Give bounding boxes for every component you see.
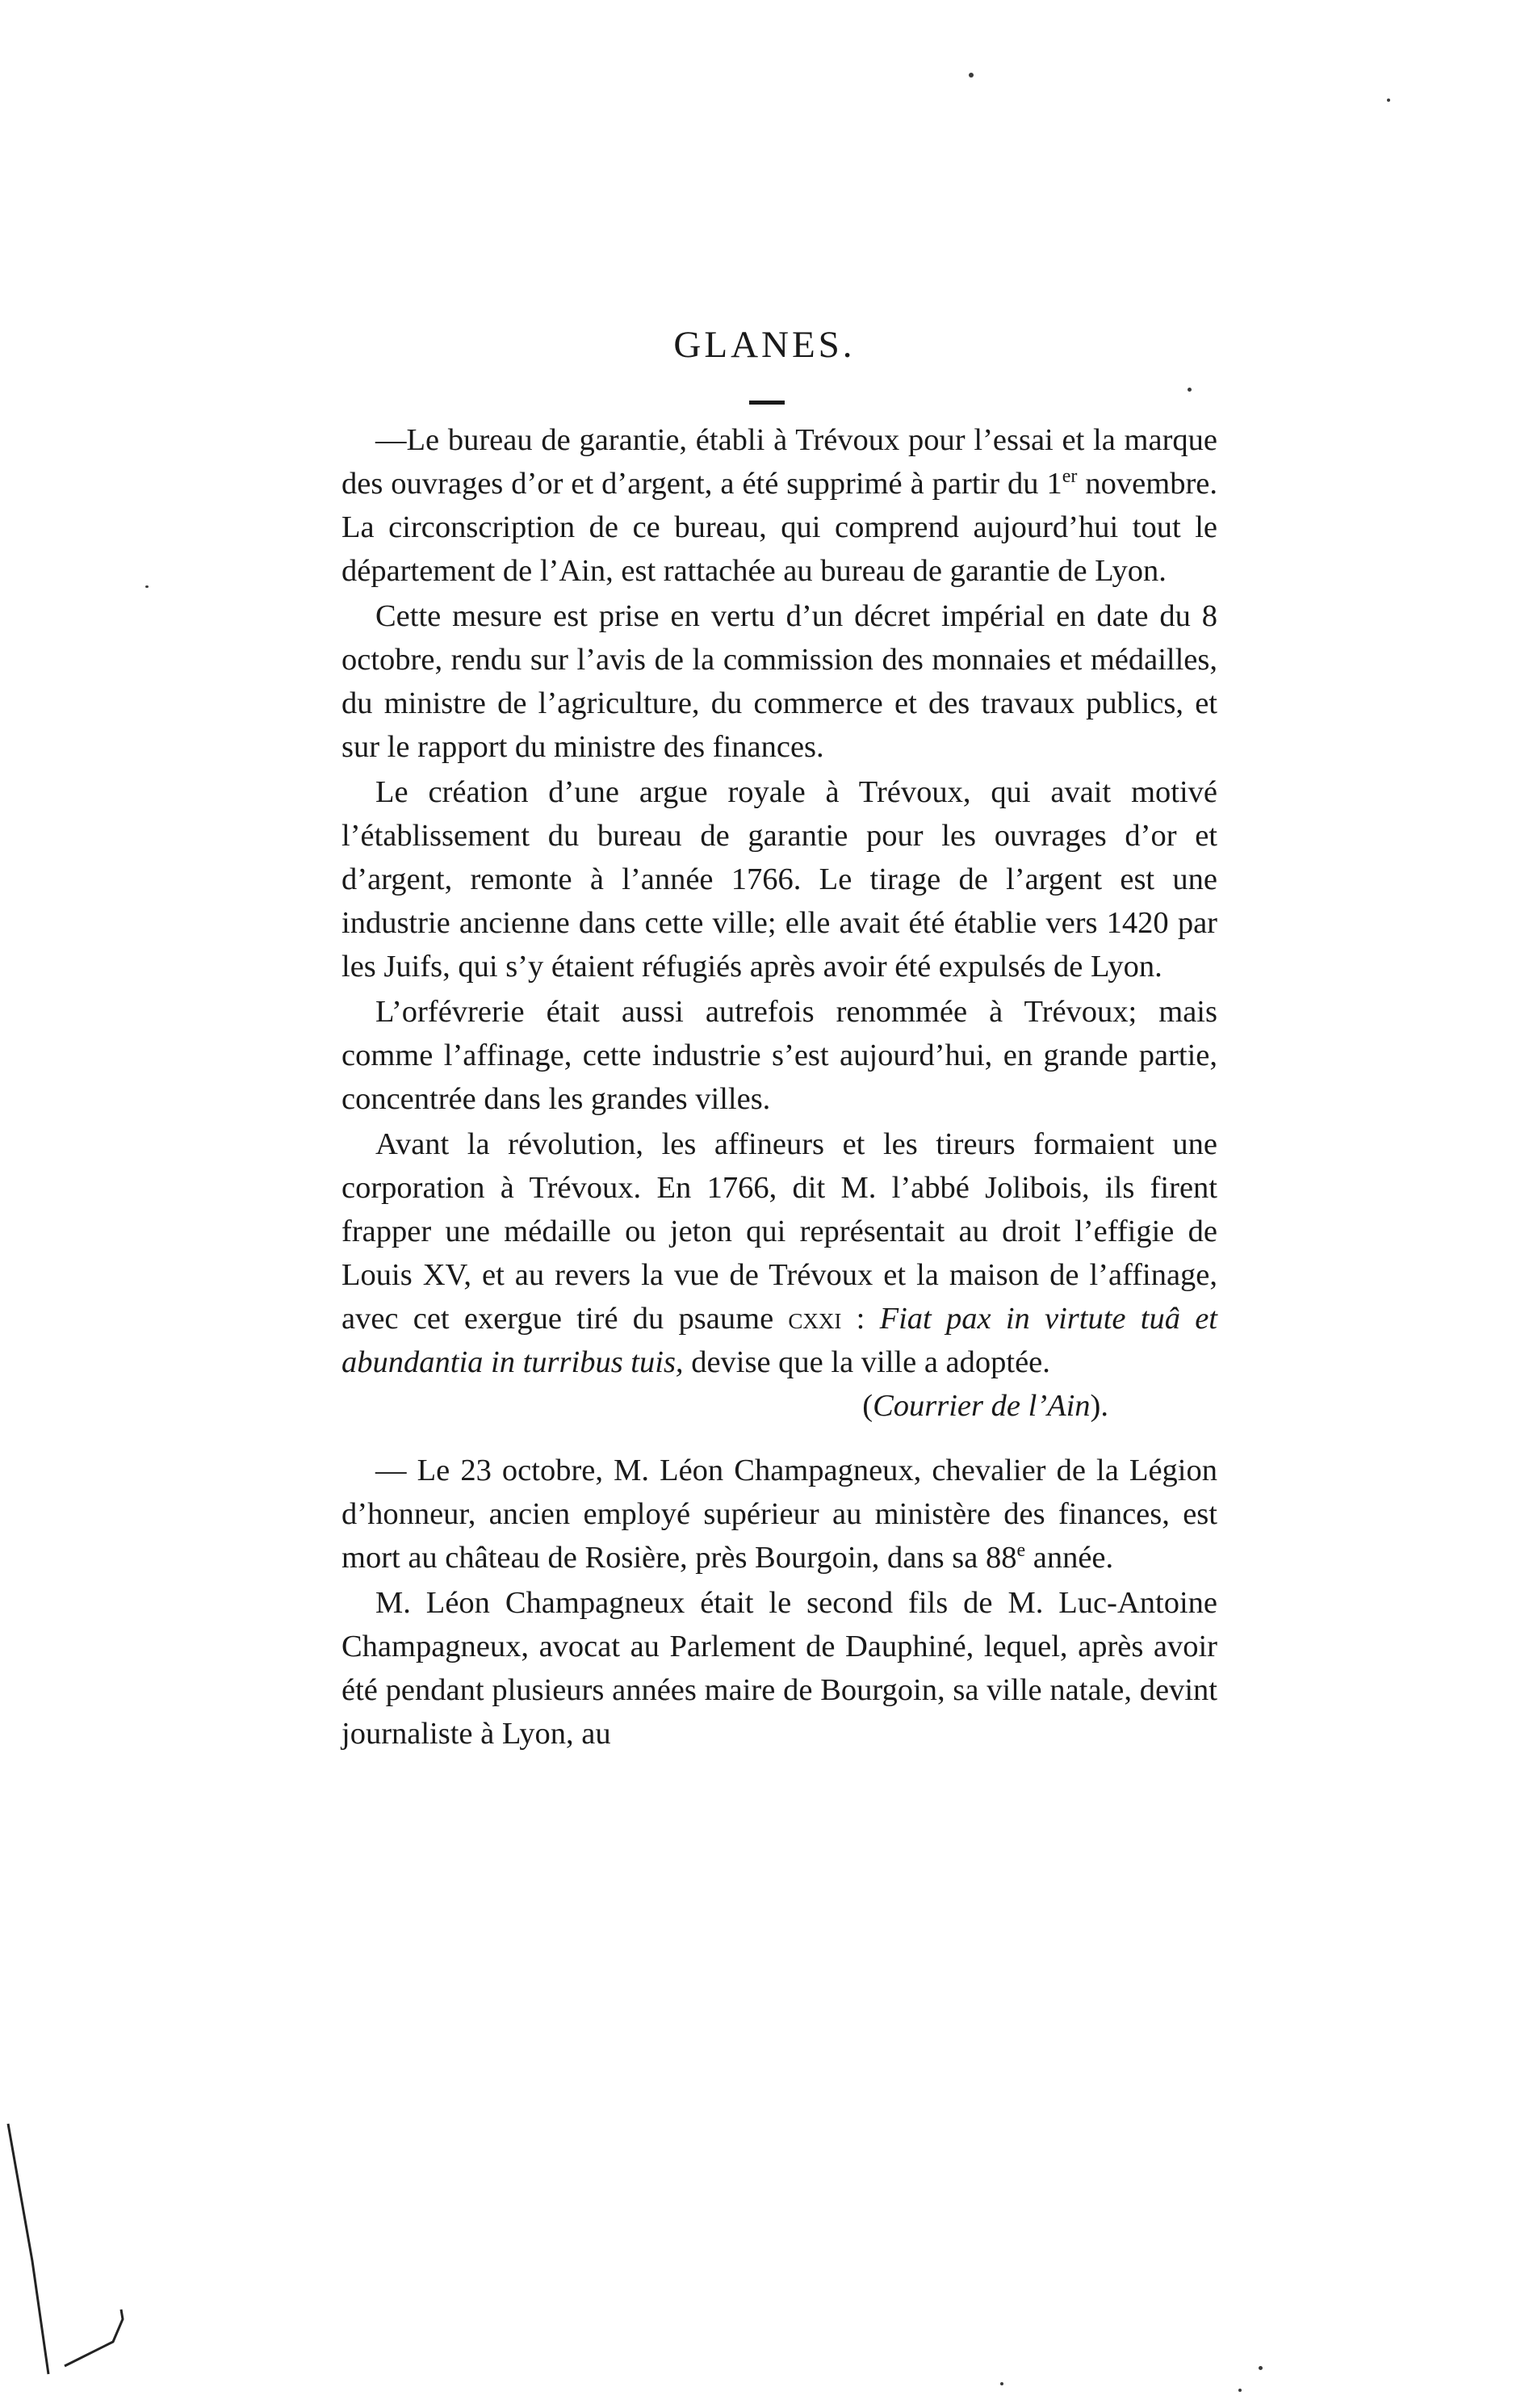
ordinal-superscript: er [1062,466,1078,487]
title-rule [749,401,785,405]
paragraph-6-lead: — Le 23 octobre, M. Léon Champagneux, chevalier de la Légion d’honneur, ancien employé supérieur au ministère des finances, est mort au château de Rosière, près Bourgoin, dans sa 88 [341,1454,1217,1575]
scan-speck [1238,2389,1242,2392]
paragraph-2: Cette mesure est prise en vertu d’un décret impérial en date du 8 octobre, rendu sur l’avis de la commission des monnaies et médailles, du ministre de l’agriculture, du commerce et des travaux publics, et sur le rapport du ministre des finances. [341,599,1217,764]
source-citation [341,1384,1217,1428]
paragraph-5-tail: devise que la ville a adoptée. [683,1345,1050,1379]
source-open-paren: ( [862,1389,873,1423]
scan-speck [1387,99,1390,102]
paragraph-7: M. Léon Champagneux était le second fils de M. Luc-Antoine Champagneux, avocat au Parlement de Dauphiné, lequel, après avoir été pendant plusieurs années maire de Bourgoin, sa ville natale, devint journaliste à Lyon, au [341,1586,1217,1751]
paragraph-4: L’orfévrerie était aussi autrefois renommée à Trévoux; mais comme l’affinage, cette industrie s’est aujourd’hui, en grande partie, concentrée dans les grandes villes. [341,995,1217,1116]
scan-speck [969,73,974,78]
paragraph-6 [341,1449,1217,1579]
psalm-colon: : [841,1302,880,1336]
source-close-paren: ). [1090,1389,1108,1423]
paragraph-5-lead: Avant la révolution, les affineurs et les tireurs formaient une corporation à Trévoux. En 1766, dit M. l’abbé Jolibois, ils firent frapper une médaille ou jeton qui représentait au droit l’effigie de Louis XV, et au revers la vue de Trévoux et la maison de l’affinage, avec cet exergue tiré du psaume [341,1127,1217,1336]
scan-speck [145,585,149,588]
paragraph-1-tail: novembre. La circonscription de ce bureau, qui comprend aujourd’hui tout le département de l’Ain, est rattachée au bureau de garantie de Lyon. [341,467,1217,588]
paragraph-1 [341,418,1217,593]
scan-speck [1000,2382,1003,2385]
ordinal-superscript-2: e [1016,1540,1026,1561]
scan-speck [1188,388,1192,392]
paragraph-5 [341,1122,1217,1384]
paragraph-6-tail: année. [1025,1541,1114,1575]
text-column [341,418,1217,1756]
scan-speck [1259,2366,1263,2370]
paragraph-3: Le création d’une argue royale à Trévoux, qui avait motivé l’établissement du bureau de garantie pour les ouvrages d’or et d’argent, remonte à l’année 1766. Le tirage de l’argent est une industrie ancienne dans cette ville; elle avait été établie vers 1420 par les Juifs, qui s’y étaient réfugiés après avoir été expulsés de Lyon. [341,775,1217,984]
psalm-number: cxxi [788,1302,842,1336]
source-name: Courrier de l’Ain [873,1389,1091,1423]
paragraph-1-lead: —Le bureau de garantie, établi à Trévoux pour l’essai et la marque des ouvrages d’or et d’argent, a été supprimé à partir du 1 [341,423,1217,501]
margin-scratch [0,2100,137,2408]
page-title: GLANES. [673,324,856,366]
latin-motto: Fiat pax in virtute tuâ et abundantia in turribus tuis, [341,1302,1217,1379]
